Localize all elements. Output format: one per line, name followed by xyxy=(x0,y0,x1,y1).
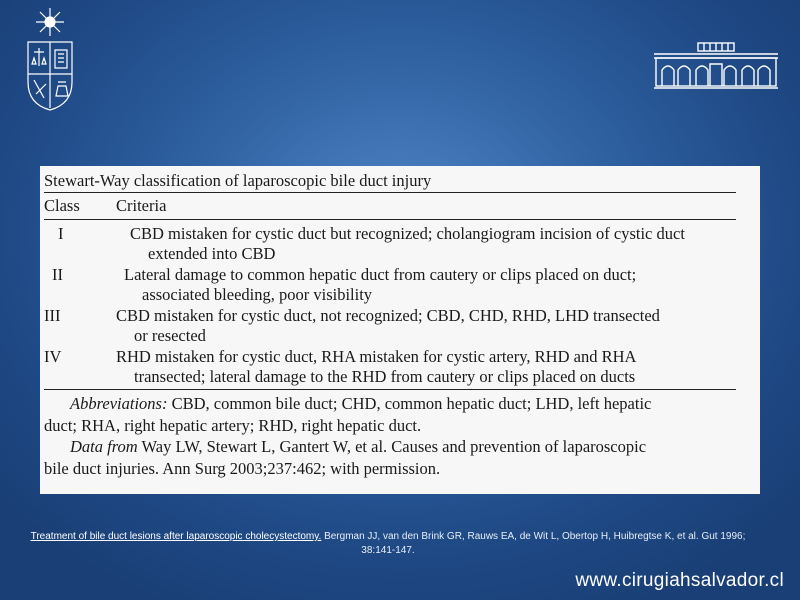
website-url: www.cirugiahsalvador.cl xyxy=(575,570,784,591)
header-criteria: Criteria xyxy=(116,196,167,215)
table-notes xyxy=(44,390,736,479)
hospital-building-icon xyxy=(652,40,780,90)
row-criteria-line: CBD mistaken for cystic duct, not recognized; CBD, CHD, RHD, LHD transected xyxy=(116,306,660,325)
row-criteria-line: associated bleeding, poor visibility xyxy=(142,285,373,304)
row-criteria-line: extended into CBD xyxy=(148,244,276,263)
source-note xyxy=(44,436,736,458)
row-class: II xyxy=(52,265,63,284)
abbreviations-text-cont: duct; RHA, right hepatic artery; RHD, right hepatic duct. xyxy=(44,415,422,435)
row-class: IV xyxy=(44,347,62,366)
abbreviations-label: Abbreviations: xyxy=(70,394,168,413)
table-header xyxy=(44,193,736,219)
header-class: Class xyxy=(44,196,80,215)
row-criteria-line: or resected xyxy=(134,326,206,345)
row-criteria-line: transected; lateral damage to the RHD from cautery or clips placed on ducts xyxy=(134,367,636,386)
classification-table xyxy=(40,166,760,494)
table-row xyxy=(44,306,736,346)
table-title: Stewart-Way classification of laparoscopic bile duct injury xyxy=(44,171,432,190)
abbreviations-text: CBD, common bile duct; CHD, common hepatic duct; LHD, left hepatic xyxy=(171,394,652,413)
abbreviations-note xyxy=(44,393,736,415)
row-criteria-line: CBD mistaken for cystic duct but recognized; cholangiogram incision of cystic duct xyxy=(130,224,685,243)
reference-link[interactable]: Treatment of bile duct lesions after laparoscopic cholecystectomy. xyxy=(30,531,322,542)
table-row xyxy=(44,265,736,305)
source-text: Way LW, Stewart L, Gantert W, et al. Causes and prevention of laparoscopic xyxy=(141,437,647,456)
row-criteria-line: Lateral damage to common hepatic duct from cautery or clips placed on duct; xyxy=(124,265,637,284)
reference-citation xyxy=(18,530,758,558)
reference-text: Bergman JJ, van den Brink GR, Rauws EA, de Wit L, Obertop H, Huibregtse K, et al. Gut 1996; 38:141-147. xyxy=(324,531,746,556)
source-text-cont: bile duct injuries. Ann Surg 2003;237:462; with permission. xyxy=(44,458,441,478)
row-class: III xyxy=(44,306,61,325)
table-row xyxy=(44,347,736,387)
university-crest-icon xyxy=(22,8,78,112)
table-row xyxy=(44,224,736,264)
row-criteria-line: RHD mistaken for cystic duct, RHA mistaken for cystic artery, RHD and RHA xyxy=(116,347,637,366)
table-body xyxy=(44,220,736,389)
row-class: I xyxy=(58,224,64,243)
source-label: Data from xyxy=(70,437,138,456)
